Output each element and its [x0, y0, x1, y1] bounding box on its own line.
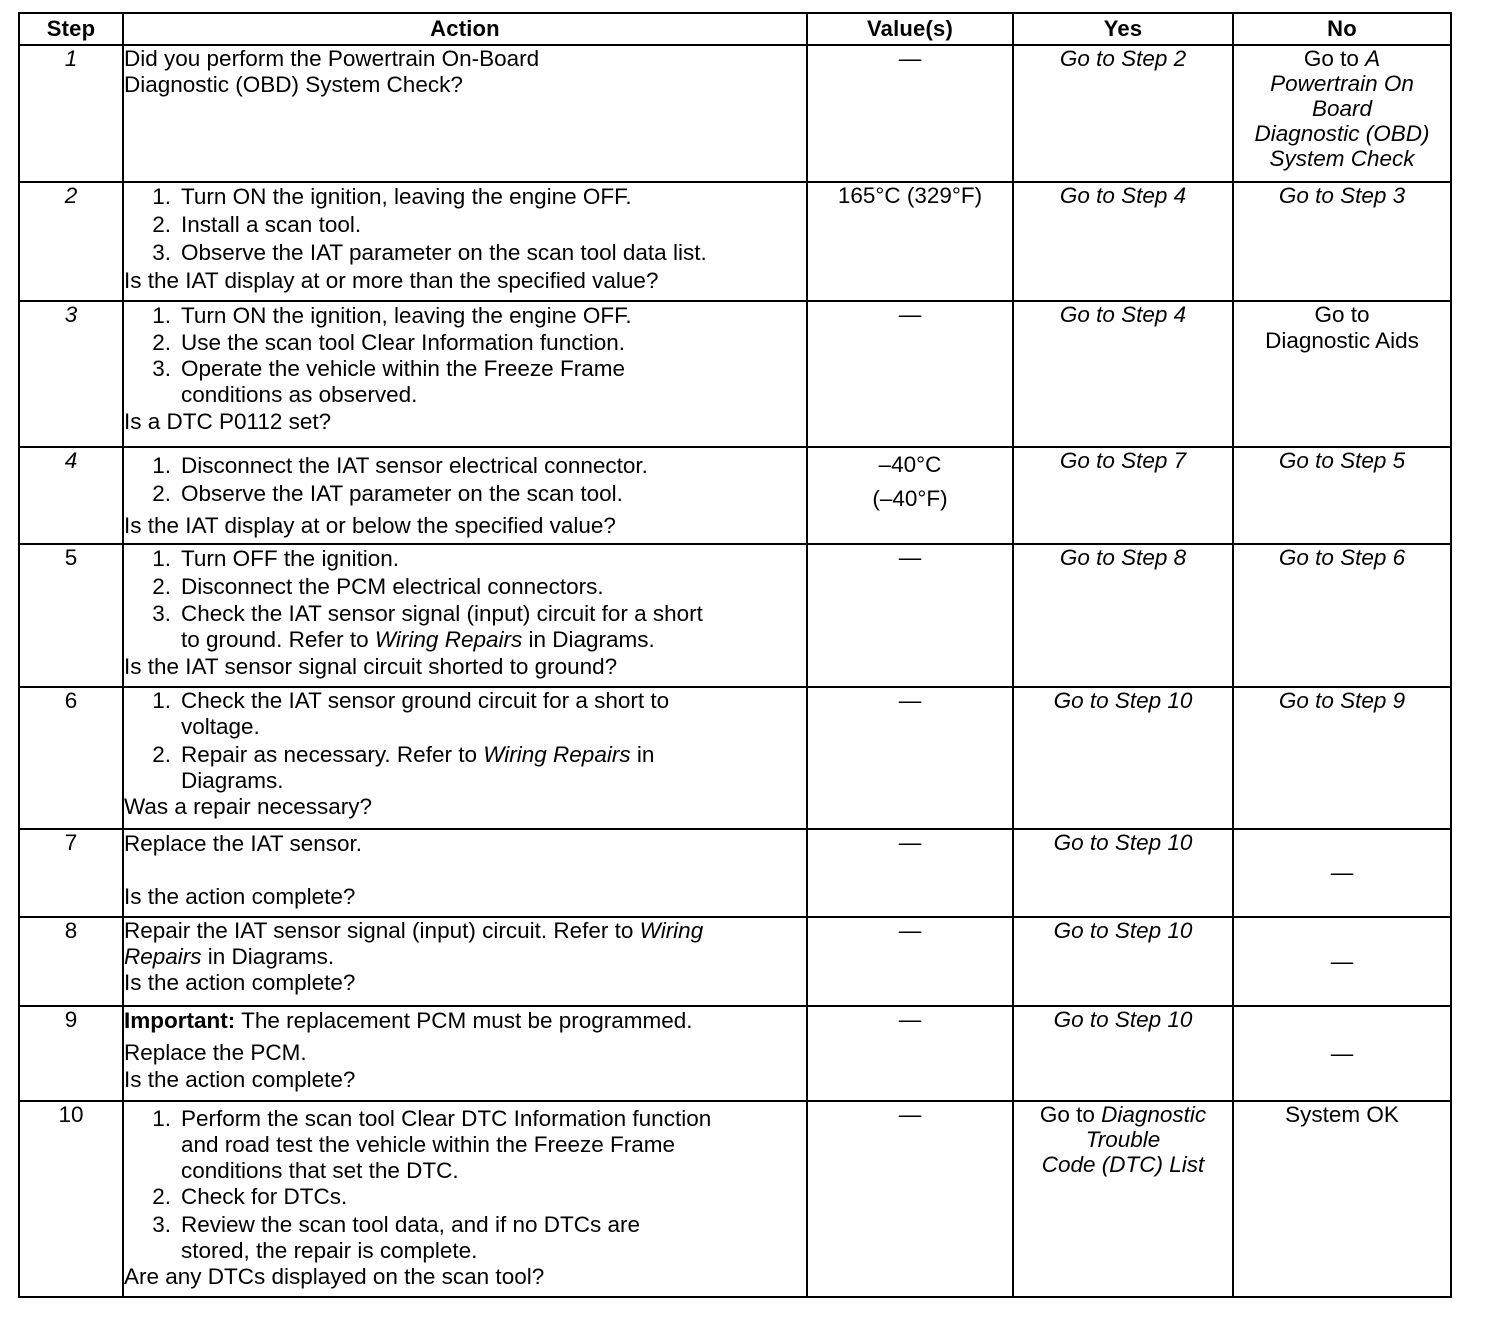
value-text: —	[898, 1007, 922, 1032]
wiring-repairs-link[interactable]: Wiring Repairs	[483, 742, 631, 767]
step-number: 6	[19, 687, 123, 829]
yes-link[interactable]: Go to Step 8	[1013, 544, 1233, 687]
question-text: Is the action complete?	[124, 970, 356, 995]
value-cell	[807, 917, 1013, 1006]
list-item: 2. Use the scan tool Clear Information function.	[152, 330, 625, 355]
value-cell	[807, 829, 1013, 917]
step-number: 4	[19, 447, 123, 544]
step-number: 9	[19, 1006, 123, 1101]
table-row-step-8	[19, 917, 1451, 1006]
list-item: 2. Check for DTCs.	[152, 1184, 348, 1209]
table-row-step-10	[19, 1101, 1451, 1297]
table-row-step-9	[19, 1006, 1451, 1101]
action-text: Replace the IAT sensor.	[124, 831, 363, 856]
value-text: —	[898, 830, 922, 855]
action-cell	[123, 301, 807, 447]
table-row-step-6	[19, 687, 1451, 829]
list-item: 2. Install a scan tool.	[152, 212, 362, 237]
no-link-text: Powertrain On	[1270, 71, 1414, 96]
action-cell	[123, 544, 807, 687]
no-result: System OK	[1233, 1101, 1451, 1297]
table-row-step-5	[19, 544, 1451, 687]
action-cell	[123, 1101, 807, 1297]
yes-link-text: Diagnostic	[1101, 1102, 1207, 1127]
action-cell	[123, 447, 807, 544]
header-yes: Yes	[1013, 13, 1233, 45]
yes-link-text: Trouble	[1085, 1127, 1161, 1152]
list-item: 1. Turn OFF the ignition.	[152, 546, 400, 571]
question-text: Is a DTC P0112 set?	[124, 409, 332, 434]
no-text: Go to	[1314, 302, 1370, 327]
value-text: (–40°F)	[872, 486, 948, 511]
yes-text: Go to	[1039, 1102, 1095, 1127]
no-link-text: System Check	[1269, 146, 1415, 171]
value-text: 165°C (329°F)	[837, 183, 983, 208]
list-item: 2. Disconnect the PCM electrical connectors.	[152, 574, 604, 599]
wiring-repairs-link[interactable]: Repairs	[124, 944, 202, 969]
step-number: 8	[19, 917, 123, 1006]
no-link[interactable]: Go to Step 6	[1233, 544, 1451, 687]
header-no: No	[1233, 13, 1451, 45]
no-cell: —	[1233, 829, 1451, 917]
diagnostic-table	[18, 12, 1452, 1298]
yes-link[interactable]: Go to Step 10	[1013, 917, 1233, 1006]
value-cell	[807, 182, 1013, 301]
no-cell: —	[1233, 1006, 1451, 1101]
list-item: 1. Turn ON the ignition, leaving the engine OFF.	[152, 303, 632, 328]
no-link[interactable]	[1233, 45, 1451, 182]
list-item: 2. Observe the IAT parameter on the scan tool.	[152, 481, 623, 506]
value-text: —	[898, 1102, 922, 1127]
action-cell	[123, 687, 807, 829]
step-number: 10	[19, 1101, 123, 1297]
value-text: –40°C	[878, 452, 942, 477]
value-cell	[807, 447, 1013, 544]
no-cell: —	[1233, 917, 1451, 1006]
question-text: Is the IAT sensor signal circuit shorted to ground?	[124, 654, 618, 679]
value-cell	[807, 687, 1013, 829]
step-number: 7	[19, 829, 123, 917]
value-text: —	[898, 918, 922, 943]
value-text: —	[898, 302, 922, 327]
question-text: Is the IAT display at or more than the specified value?	[124, 268, 659, 293]
wiring-repairs-link[interactable]: Wiring Repairs	[374, 627, 523, 652]
table-row-step-3	[19, 301, 1451, 447]
action-cell	[123, 829, 807, 917]
value-cell	[807, 301, 1013, 447]
wiring-repairs-link[interactable]: Wiring	[639, 918, 704, 943]
header-step: Step	[19, 13, 123, 45]
action-text: Did you perform the Powertrain On-Board	[124, 46, 540, 71]
step-number: 3	[19, 301, 123, 447]
yes-link[interactable]: Go to Step 10	[1013, 1006, 1233, 1101]
no-text: Diagnostic Aids	[1265, 328, 1419, 353]
question-text: Was a repair necessary?	[124, 794, 373, 819]
yes-link[interactable]	[1013, 1101, 1233, 1297]
yes-link[interactable]: Go to Step 4	[1013, 301, 1233, 447]
no-link[interactable]: Go to Step 5	[1233, 447, 1451, 544]
action-cell: Repair the IAT sensor signal (input) circuit. Refer to Wiring Repairs in Diagrams. Is the action complete?	[123, 917, 807, 1006]
yes-link[interactable]: Go to Step 10	[1013, 687, 1233, 829]
list-item: 3. Observe the IAT parameter on the scan tool data list.	[152, 240, 707, 265]
value-text: —	[898, 688, 922, 713]
step-number: 2	[19, 182, 123, 301]
question-text: Is the action complete?	[124, 884, 356, 909]
header-values: Value(s)	[807, 13, 1013, 45]
no-link-text: Board	[1311, 96, 1373, 121]
step-number: 1	[19, 45, 123, 182]
action-cell	[123, 45, 807, 182]
question-text: Are any DTCs displayed on the scan tool?	[124, 1264, 545, 1289]
value-cell	[807, 45, 1013, 182]
action-text: Diagnostic (OBD) System Check?	[124, 72, 463, 97]
list-item: 3. Review the scan tool data, and if no DTCs are stored, the repair is complete.	[152, 1212, 640, 1263]
action-text: Replace the PCM.	[124, 1040, 307, 1065]
question-text: Is the action complete?	[124, 1067, 356, 1092]
action-cell	[123, 182, 807, 301]
action-cell	[123, 1006, 807, 1101]
value-cell	[807, 1101, 1013, 1297]
yes-link-text: Code (DTC) List	[1041, 1152, 1205, 1177]
list-item: 3. Check the IAT sensor signal (input) circuit for a short to ground. Refer to Wiring Repairs in Diagrams.	[152, 601, 703, 652]
important-note: Important: The replacement PCM must be programmed.	[124, 1008, 693, 1033]
no-link-text: A	[1365, 46, 1381, 71]
yes-link[interactable]: Go to Step 2	[1013, 45, 1233, 182]
table-row-step-7	[19, 829, 1451, 917]
list-item: 2. Repair as necessary. Refer to Wiring Repairs in Diagrams.	[152, 742, 655, 793]
list-item: 1. Turn ON the ignition, leaving the engine OFF.	[152, 184, 632, 209]
table-row-step-1	[19, 45, 1451, 182]
list-item: 1. Check the IAT sensor ground circuit for a short to voltage.	[152, 688, 670, 739]
table-row-step-2	[19, 182, 1451, 301]
list-item: 3. Operate the vehicle within the Freeze Frame conditions as observed.	[152, 356, 625, 407]
no-link-text: Diagnostic (OBD)	[1254, 121, 1430, 146]
no-link[interactable]	[1233, 301, 1451, 447]
list-item: 1. Perform the scan tool Clear DTC Information function and road test the vehicle within the Freeze Frame conditions that set the DTC.	[152, 1106, 712, 1183]
header-row	[19, 13, 1451, 45]
list-item: 1. Disconnect the IAT sensor electrical connector.	[152, 453, 648, 478]
yes-link[interactable]: Go to Step 10	[1013, 829, 1233, 917]
no-link[interactable]: Go to Step 3	[1233, 182, 1451, 301]
step-number: 5	[19, 544, 123, 687]
yes-link[interactable]: Go to Step 4	[1013, 182, 1233, 301]
question-text: Is the IAT display at or below the specified value?	[124, 513, 616, 538]
value-text: —	[898, 46, 922, 71]
value-text: —	[898, 545, 922, 570]
yes-link[interactable]: Go to Step 7	[1013, 447, 1233, 544]
header-action: Action	[123, 13, 807, 45]
value-cell	[807, 1006, 1013, 1101]
no-text: Go to	[1303, 46, 1359, 71]
value-cell	[807, 544, 1013, 687]
no-link[interactable]: Go to Step 9	[1233, 687, 1451, 829]
table-row-step-4	[19, 447, 1451, 544]
